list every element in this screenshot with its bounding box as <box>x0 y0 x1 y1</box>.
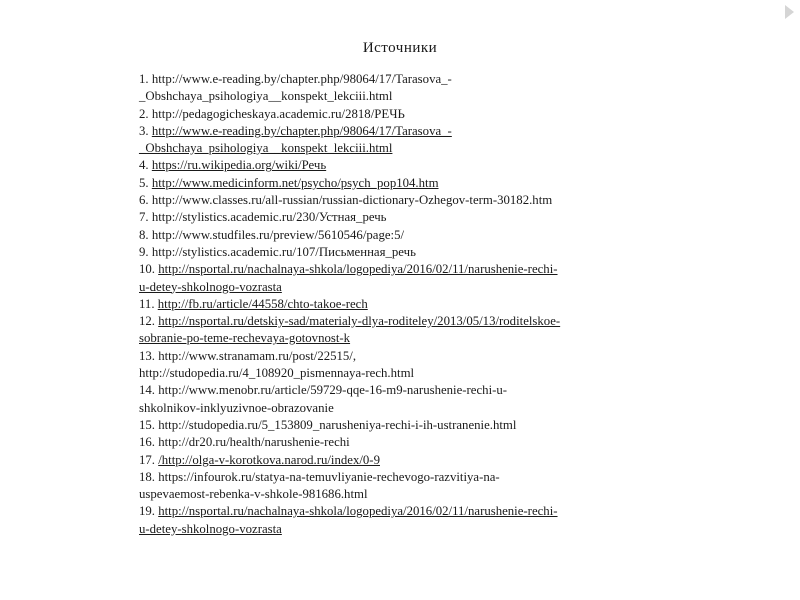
source-item <box>139 192 679 209</box>
source-number: 16. <box>139 435 155 450</box>
source-item <box>139 261 679 296</box>
source-item <box>139 382 679 417</box>
source-number: 6. <box>139 193 149 208</box>
sources-list <box>139 71 679 538</box>
source-number: 17. <box>139 452 155 467</box>
source-link-continued[interactable]: u-detey-shkolnogo-vozrasta <box>139 279 282 294</box>
source-link-continued[interactable]: sobranie-po-teme-rechevaya-gotovnost-k <box>139 331 351 346</box>
source-link[interactable]: http://www.menobr.ru/article/59729-qqe-16-m9-narushenie-rechi-u- <box>158 383 508 398</box>
source-link[interactable]: https://infourok.ru/statya-na-temuvliyanie-rechevogo-razvitiya-na- <box>158 469 500 484</box>
source-number: 19. <box>139 504 155 519</box>
source-item <box>139 106 679 123</box>
source-link[interactable]: http://stylistics.academic.ru/107/Письменная_речь <box>151 244 416 259</box>
source-link[interactable]: http://fb.ru/article/44558/chto-takoe-rech <box>157 296 368 311</box>
source-item <box>139 469 679 504</box>
source-item <box>139 227 679 244</box>
source-link[interactable]: http://stylistics.academic.ru/230/Устная_речь <box>151 210 387 225</box>
source-number: 8. <box>139 227 149 242</box>
source-link[interactable]: http://nsportal.ru/nachalnaya-shkola/logopediya/2016/02/11/narushenie-rechi- <box>158 262 558 277</box>
source-item <box>139 157 679 174</box>
source-number: 13. <box>139 348 155 363</box>
source-item <box>139 71 679 106</box>
source-number: 2. <box>139 106 149 121</box>
source-number: 14. <box>139 383 155 398</box>
source-link-continued[interactable]: u-detey-shkolnogo-vozrasta <box>139 521 282 536</box>
page-title: Источники <box>362 40 438 56</box>
source-item <box>139 209 679 226</box>
source-item <box>139 434 679 451</box>
source-item <box>139 244 679 261</box>
source-link[interactable]: https://ru.wikipedia.org/wiki/Речь <box>151 158 327 173</box>
source-link[interactable]: http://pedagogicheskaya.academic.ru/2818/РЕЧЬ <box>151 106 405 121</box>
source-item <box>139 175 679 192</box>
source-number: 5. <box>139 175 149 190</box>
source-number: 7. <box>139 210 149 225</box>
source-number: 3. <box>139 123 149 138</box>
source-item <box>139 296 679 313</box>
source-number: 18. <box>139 469 155 484</box>
source-link[interactable]: http://www.stranamam.ru/post/22515/, <box>158 348 357 363</box>
source-link-continued[interactable]: _Obshchaya_psihologiya__konspekt_lekciii.html <box>139 141 393 156</box>
source-link[interactable]: /http://olga-v-korotkova.narod.ru/index/0-9 <box>158 452 380 467</box>
source-link[interactable]: http://nsportal.ru/detskiy-sad/materialy-dlya-roditeley/2013/05/13/roditelskoe- <box>158 314 561 329</box>
source-link[interactable]: http://www.classes.ru/all-russian/russian-dictionary-Ozhegov-term-30182.htm <box>151 193 553 208</box>
source-item <box>139 348 679 383</box>
source-link-continued[interactable]: http://studopedia.ru/4_108920_pismennaya-rech.html <box>139 366 415 381</box>
source-number: 15. <box>139 417 155 432</box>
source-number: 12. <box>139 314 155 329</box>
source-link[interactable]: http://dr20.ru/health/narushenie-rechi <box>158 435 350 450</box>
source-number: 1. <box>139 72 149 86</box>
source-number: 9. <box>139 244 149 259</box>
source-link[interactable]: http://www.studfiles.ru/preview/5610546/page:5/ <box>151 227 405 242</box>
source-item <box>139 123 679 158</box>
source-item <box>139 417 679 434</box>
source-link-continued[interactable]: uspevaemost-rebenka-v-shkole-981686.html <box>139 487 368 502</box>
source-number: 4. <box>139 158 149 173</box>
source-link-continued[interactable]: _Obshchaya_psihologiya__konspekt_lekciii.html <box>139 89 393 104</box>
source-link[interactable]: http://www.e-reading.by/chapter.php/98064/17/Tarasova_- <box>151 72 452 86</box>
source-link-continued[interactable]: shkolnikov-inklyuzivnoe-obrazovanie <box>139 400 334 415</box>
source-link[interactable]: http://www.e-reading.by/chapter.php/98064/17/Tarasova_- <box>151 123 452 138</box>
source-item <box>139 313 679 348</box>
arrow-right-icon <box>785 5 794 19</box>
source-link[interactable]: http://www.medicinform.net/psycho/psych_pop104.htm <box>151 175 439 190</box>
source-item <box>139 452 679 469</box>
source-number: 10. <box>139 262 155 277</box>
source-link[interactable]: http://studopedia.ru/5_153809_narusheniya-rechi-i-ih-ustranenie.html <box>158 417 517 432</box>
source-number: 11. <box>139 296 155 311</box>
source-item <box>139 503 679 538</box>
source-link[interactable]: http://nsportal.ru/nachalnaya-shkola/logopediya/2016/02/11/narushenie-rechi- <box>158 504 558 519</box>
